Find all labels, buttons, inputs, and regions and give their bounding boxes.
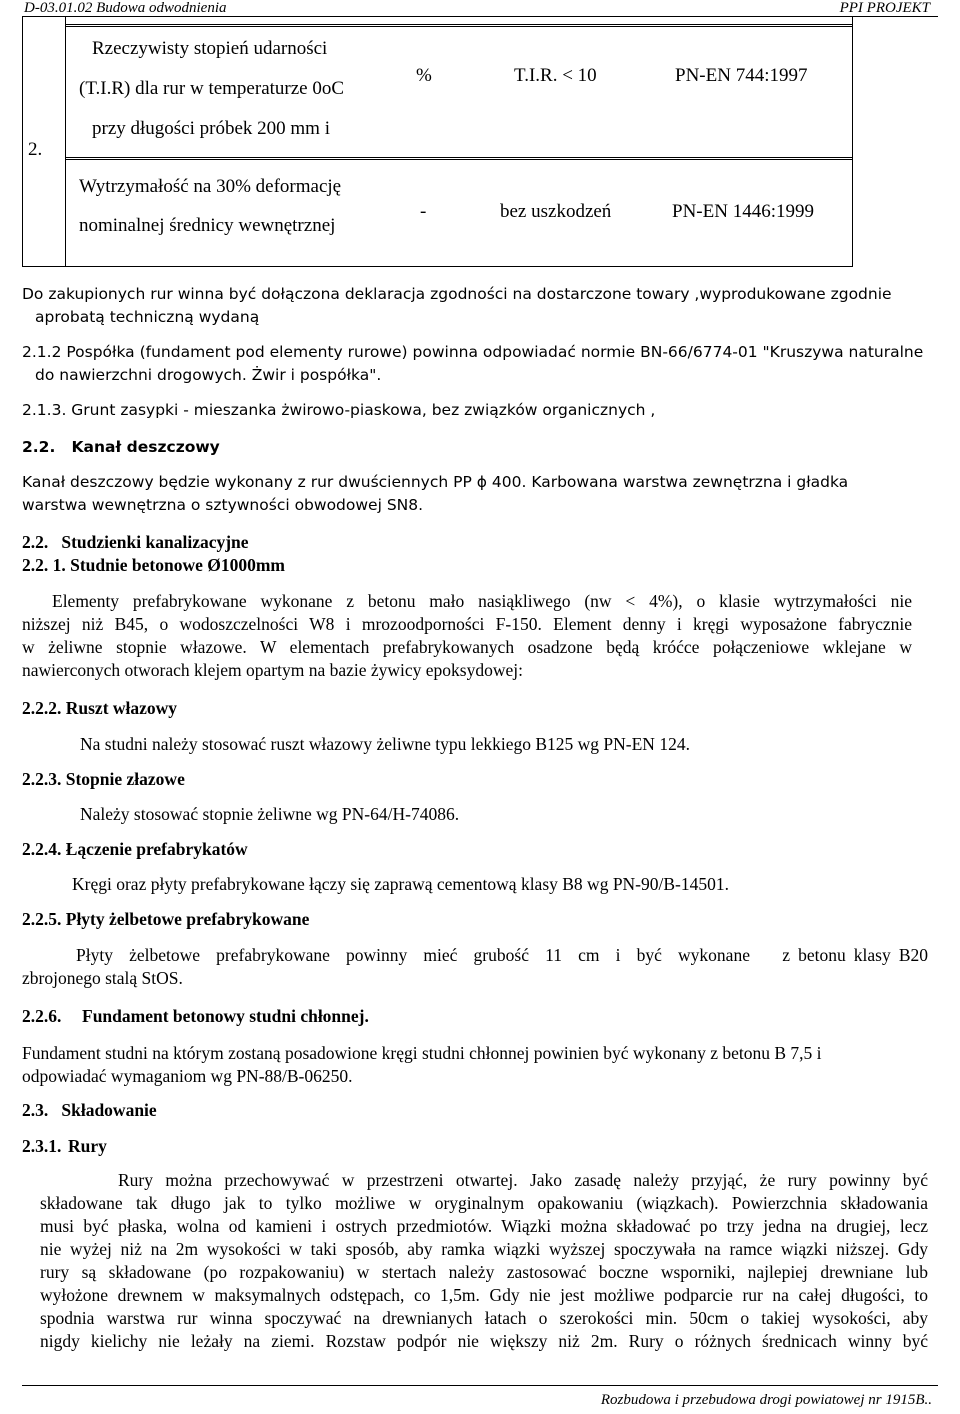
section-number-fundament: 2.2.6. xyxy=(22,1006,62,1026)
laczenie-paragraph: Kręgi oraz płyty prefabrykowane łączy się zaprawą cementową klasy B8 wg PN-90/B-14501. xyxy=(72,874,730,894)
table-row1-requirement: T.I.R. < 10 xyxy=(514,65,597,86)
declaration-paragraph: Do zakupionych rur winna być dołączona deklaracja zgodności na dostarczone towary ,wyprodukowane zgodnie aprobatą techniczną wydaną xyxy=(22,285,892,326)
ruszt-paragraph: Na studni należy stosować ruszt włazowy żeliwne typu lekkiego B125 wg PN-EN 124. xyxy=(80,734,690,754)
header-doc-code: D-03.01.02 Budowa odwodnienia xyxy=(24,0,227,16)
section-heading-studzienki: 2.2. Studzienki kanalizacyjne xyxy=(22,532,249,552)
section-2-1-3-paragraph: 2.1.3. Grunt zasypki - mieszanka żwirowo-piaskowa, bez związków organicznych , xyxy=(22,401,656,419)
table-row1-name-line2: (T.I.R) dla rur w temperaturze 0oC xyxy=(79,78,345,99)
plyty-paragraph: Płyty żelbetowe prefabrykowane powinny mieć grubość 11 cm i być wykonane z betonu klasy B20 zbrojonego stalą StOS. xyxy=(22,945,928,988)
section-heading-skladowanie: 2.3. Składowanie xyxy=(22,1100,157,1120)
table-row2-name-line1: Wytrzymałość na 30% deformację xyxy=(79,176,342,197)
fundament-paragraph: Fundament studni na którym zostaną posadowione kręgi studni chłonnej powinien być wykonany z betonu B 7,5 i odpowiadać wymaganiom wg PN-88/B-06250. xyxy=(22,1043,822,1086)
section-heading-ruszt: 2.2.2. Ruszt włazowy xyxy=(22,698,178,718)
section-heading-kanal: 2.2. Kanał deszczowy xyxy=(22,438,220,456)
elementy-paragraph: Elementy prefabrykowane wykonane z betonu mało nasiąkliwego (nw < 4%), o klasie wytrzymałości nie niższej niż B45, o wodoszczelności W8 i mrozoodporności F-150. Element denny i kręgi wyposażone fabrycznie w żeliwne stopnie włazowe. W elementach prefabrykowanych osadzone będą króćce połączeniowe wklejane w nawierconych otworach klejem opartym na bazie żywicy epoksydowej: xyxy=(22,591,912,680)
table-row1-name-line3: przy długości próbek 200 mm i xyxy=(92,118,330,139)
kanal-paragraph: Kanał deszczowy będzie wykonany z rur dwuściennych PP ϕ 400. Karbowana warstwa zewnętrzna i gładka warstwa wewnętrzna o sztywności obwodowej SN8. xyxy=(22,473,849,514)
table-row1-unit: % xyxy=(416,65,432,86)
table-row-number: 2. xyxy=(28,139,43,160)
section-heading-stopnie: 2.2.3. Stopnie złazowe xyxy=(22,769,185,789)
section-heading-laczenie: 2.2.4. Łączenie prefabrykatów xyxy=(22,839,248,859)
footer-rule xyxy=(22,1385,938,1386)
section-heading-rury: Rury xyxy=(68,1136,107,1156)
header-company: PPI PROJEKT xyxy=(839,0,930,16)
table-row2-name-line2: nominalnej średnicy wewnętrznej xyxy=(79,215,336,236)
section-number-rury: 2.3.1. xyxy=(22,1136,62,1156)
header-rule xyxy=(22,16,938,17)
table-row2-unit: - xyxy=(420,201,427,222)
section-heading-studnie-betonowe: 2.2. 1. Studnie betonowe Ø1000mm xyxy=(22,555,285,575)
table-row1-name-line1: Rzeczywisty stopień udarności xyxy=(92,38,328,59)
footer-project-title: Rozbudowa i przebudowa drogi powiatowej nr 1915B.. xyxy=(600,1392,932,1408)
stopnie-paragraph: Należy stosować stopnie żeliwne wg PN-64/H-74086. xyxy=(80,804,460,824)
rury-paragraph: Rury można przechowywać w przestrzeni otwartej. Jako zasadę należy przyjąć, że rury powinny być składowane tak długo jak to tylko możliwe w oryginalnym opakowaniu (wiązkach). Powierzchnia składowania musi być płaska, wolna od kamieni i ostrych przedmiotów. Wiązki można składować po trzy jedna na drugiej, lecz nie wyżej niż na 2m wysokości w taki sposób, aby ramka wiązki wyższej spoczywała na ramce wiązki niższej. Gdy rury są składowane (po rozpakowaniu) w stertach należy zastosować boczne wsporniki, najlepiej drewniane lub wyłożone drewnem w maksymalnych odstępach, co 1,5m. Gdy nie jest możliwe podparcie rur na całej długości, to spodnia warstwa rur winna spoczywać na drewnianych łatach o szerokości min. 50cm o takiej wysokości, aby nigdy kielichy nie leżały na ziemi. Rozstaw podpór nie większy niż 2m. Rury o różnych średnicach winny być xyxy=(40,1170,928,1351)
table-row2-standard: PN-EN 1446:1999 xyxy=(672,201,814,222)
table-row2-requirement: bez uszkodzeń xyxy=(500,201,612,222)
section-2-1-2-paragraph: 2.1.2 Pospółka (fundament pod elementy rurowe) powinna odpowiadać normie BN-66/6774-01 "Kruszywa naturalne do nawierzchni drogowych. Żwir i pospółka". xyxy=(22,343,924,384)
section-heading-fundament: Fundament betonowy studni chłonnej. xyxy=(82,1006,369,1026)
table-row1-standard: PN-EN 744:1997 xyxy=(675,65,808,86)
section-heading-plyty: 2.2.5. Płyty żelbetowe prefabrykowane xyxy=(22,909,310,929)
